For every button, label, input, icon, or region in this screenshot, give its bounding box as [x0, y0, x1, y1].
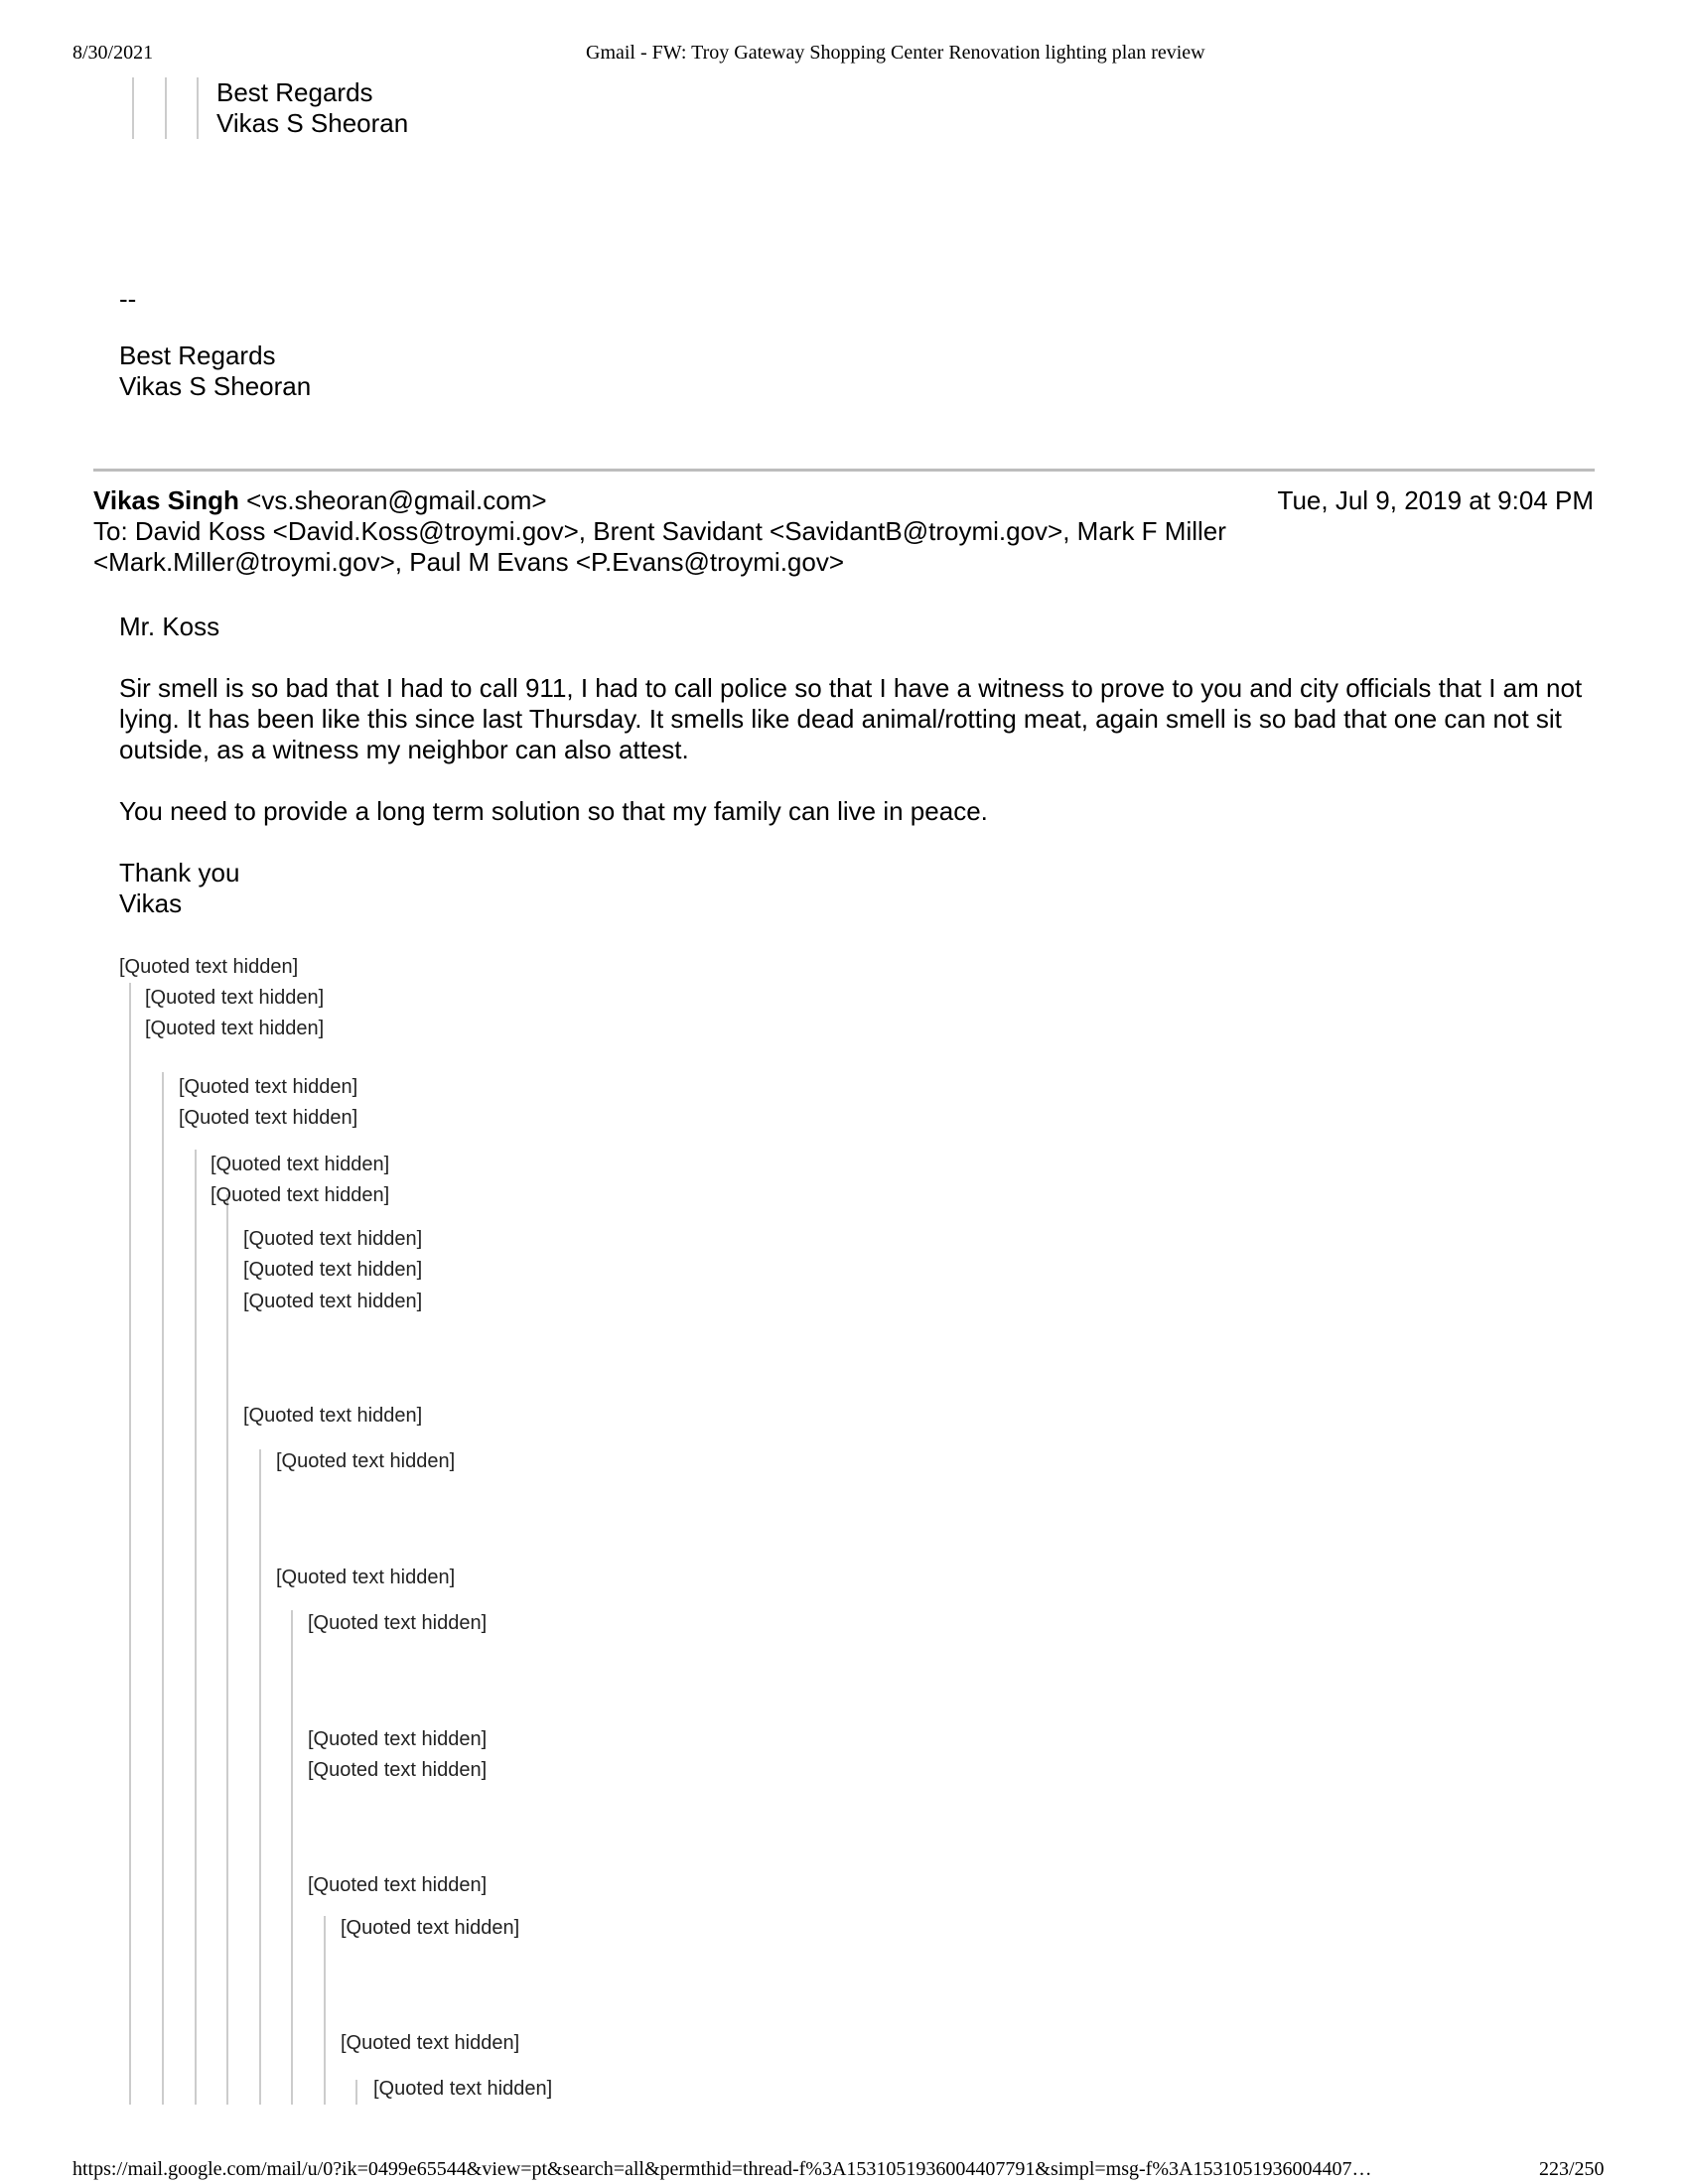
- quote-bar: [165, 77, 167, 139]
- quoted-text-hidden[interactable]: [Quoted text hidden]: [179, 1076, 358, 1098]
- body-paragraph-2: You need to provide a long term solution so that my family can live in peace.: [119, 796, 988, 826]
- recipients-line-2: <Mark.Miller@troymi.gov>, Paul M Evans <P.Evans@troymi.gov>: [93, 547, 845, 577]
- signature-regards: Best Regards: [119, 341, 276, 370]
- closing-thanks: Thank you: [119, 858, 240, 887]
- quote-bar: [324, 1916, 326, 2105]
- signature-separator: --: [119, 284, 137, 314]
- message-sender: [93, 485, 547, 516]
- quoted-text-hidden[interactable]: [Quoted text hidden]: [179, 1107, 358, 1129]
- signature-regards: Best Regards: [216, 77, 373, 107]
- closing-name: Vikas: [119, 888, 183, 918]
- signature-name: Vikas S Sheoran: [119, 371, 312, 401]
- quoted-text-hidden[interactable]: [Quoted text hidden]: [341, 2032, 520, 2054]
- quoted-text-hidden[interactable]: [Quoted text hidden]: [308, 1728, 488, 1750]
- page-number: 223/250: [1539, 2158, 1605, 2180]
- quoted-text-hidden[interactable]: [Quoted text hidden]: [243, 1405, 423, 1427]
- recipients-line-1: To: David Koss <David.Koss@troymi.gov>, Brent Savidant <SavidantB@troymi.gov>, Mark F Miller: [93, 516, 1226, 546]
- message-date: Tue, Jul 9, 2019 at 9:04 PM: [1277, 485, 1594, 515]
- quoted-text-hidden[interactable]: [Quoted text hidden]: [211, 1154, 390, 1175]
- quote-bar: [355, 2080, 357, 2105]
- print-url: https://mail.google.com/mail/u/0?ik=0499e65544&view=pt&search=all&permthid=thread-f%3A1531051936004407791&simpl=msg-f%3A1531051936004407…: [72, 2158, 1372, 2180]
- quoted-text-hidden[interactable]: [Quoted text hidden]: [276, 1450, 456, 1472]
- signature-name: Vikas S Sheoran: [216, 108, 409, 138]
- quoted-text-hidden[interactable]: [Quoted text hidden]: [243, 1291, 423, 1312]
- quote-bar: [291, 1610, 293, 2105]
- quoted-text-hidden[interactable]: [Quoted text hidden]: [145, 1018, 325, 1039]
- quoted-text-hidden[interactable]: [Quoted text hidden]: [243, 1228, 423, 1250]
- message-divider: [93, 469, 1595, 472]
- quoted-text-hidden[interactable]: [Quoted text hidden]: [308, 1612, 488, 1634]
- sender-email: <vs.sheoran@gmail.com>: [246, 485, 547, 515]
- sender-name: Vikas Singh: [93, 485, 239, 515]
- quote-bar: [162, 1072, 164, 2105]
- quoted-text-hidden[interactable]: [Quoted text hidden]: [341, 1917, 520, 1939]
- quoted-text-hidden[interactable]: [Quoted text hidden]: [119, 956, 299, 978]
- quoted-text-hidden[interactable]: [Quoted text hidden]: [211, 1184, 390, 1206]
- quote-bar: [226, 1194, 228, 2105]
- quoted-text-hidden[interactable]: [Quoted text hidden]: [373, 2078, 553, 2100]
- quote-bar: [197, 77, 199, 139]
- print-title: Gmail - FW: Troy Gateway Shopping Center Renovation lighting plan review: [586, 42, 1205, 64]
- quoted-text-hidden[interactable]: [Quoted text hidden]: [243, 1259, 423, 1281]
- quoted-text-hidden[interactable]: [Quoted text hidden]: [308, 1759, 488, 1781]
- quote-bar: [129, 983, 131, 2105]
- quote-bar: [195, 1150, 197, 2105]
- quoted-text-hidden[interactable]: [Quoted text hidden]: [145, 987, 325, 1009]
- quote-bar: [132, 77, 134, 139]
- quoted-text-hidden[interactable]: [Quoted text hidden]: [276, 1567, 456, 1588]
- greeting: Mr. Koss: [119, 612, 220, 641]
- quote-bar: [259, 1449, 261, 2105]
- quoted-text-hidden[interactable]: [Quoted text hidden]: [308, 1874, 488, 1896]
- print-date: 8/30/2021: [72, 42, 154, 64]
- body-paragraph-1: Sir smell is so bad that I had to call 911, I had to call police so that I have a witness to prove to you and city officials that I am not lying. It has been like this since last Thursday. It smells like dead animal/rotting meat, again smell is so bad that one can not sit outside, as a witness my neighbor can also attest.: [119, 673, 1583, 764]
